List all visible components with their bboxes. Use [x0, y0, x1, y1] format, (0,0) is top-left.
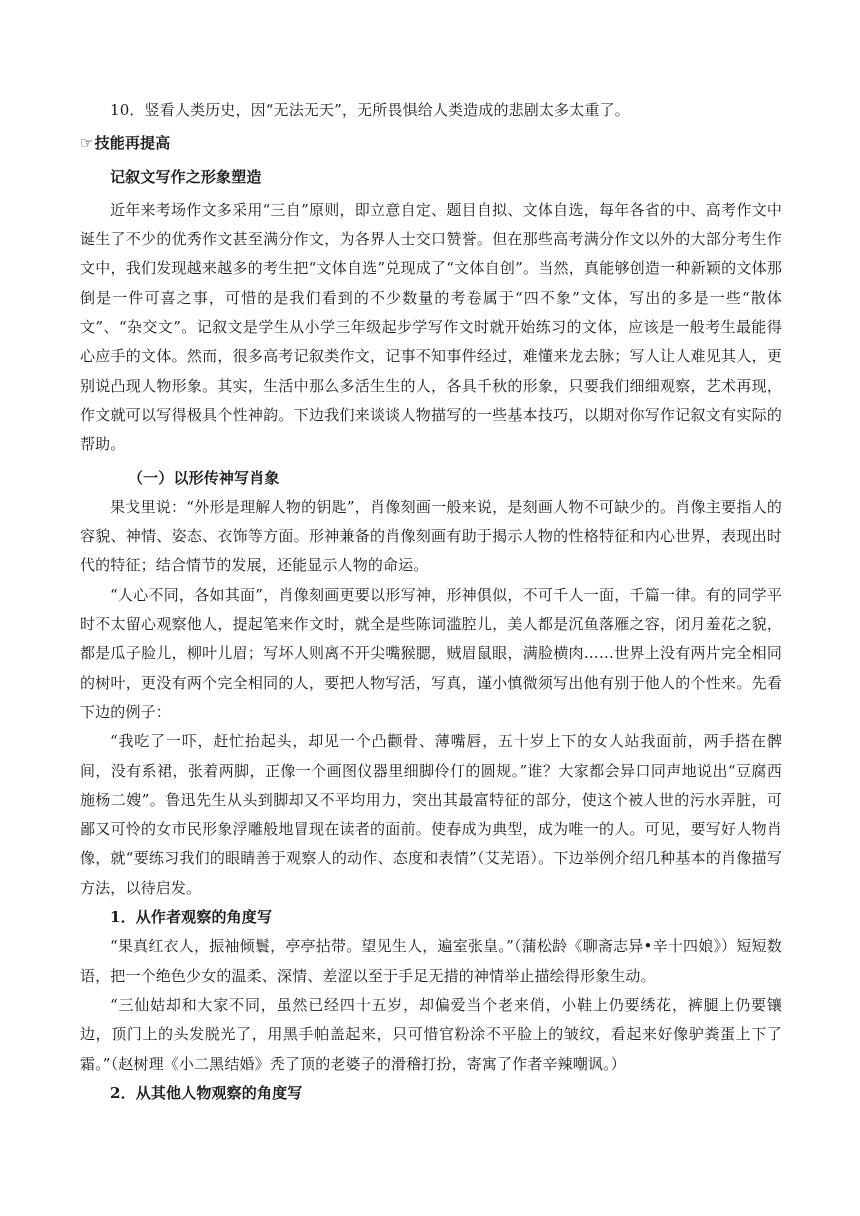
method-heading-2: 2．从其他人物观察的角度写 — [110, 1083, 303, 1102]
paragraph-individuality: “人心不同，各如其面”，肖像刻画更要以形写神，形神俱似，不可千人一面，千篇一律。有的同学平时不太留心观察他人，提起笔来作文时，就全是些陈词滥腔儿，美人都是沉鱼落雁之容，闭月羞花之貌，都是瓜子脸儿，柳叶儿眉；写坏人则离不开尖嘴猴腮，贼眉鼠眼，满脸横肉……世界上没有两片完全相同的树叶，更没有两个完全相同的人，要把人物写活，写真，谨小慎微须写出他有别于他人的个性来。先看下边的例子： — [80, 585, 782, 721]
paragraph-example-luxun: “我吃了一吓，赶忙抬起头，却见一个凸颧骨、薄嘴唇，五十岁上下的女人站我面前，两手搭在髀间，没有系裙，张着两脚，正像一个画图仪器里细脚伶仃的圆规。”谁？大家都会异口同声地说出“豆腐西施杨二嫂”。鲁迅先生从头到脚却又不平均用力，突出其最富特征的部分，使这个被人世的污水弄脏，可鄙又可怜的女市民形象浮雕般地冒现在读者的面前。使春成为典型，成为唯一的人。可见，要写好人物肖像，就“要练习我们的眼睛善于观察人的动作、态度和表情”（艾芜语）。下边举例介绍几种基本的肖像描写方法，以待启发。 — [80, 732, 782, 897]
subheading-portrait: （一）以形传神写肖象 — [128, 468, 280, 487]
article-title: 记叙文写作之形象塑造 — [110, 167, 262, 186]
paragraph-gogol: 果戈里说：“外形是理解人物的钥匙”，肖像刻画一般来说，是刻画人物不可缺少的。肖像主要指人的容貌、神情、姿态、衣饰等方面。形神兼备的肖像刻画有助于揭示人物的性格特征和内心世界，表现出时代的特征；结合情节的发展，还能显示人物的命运。 — [80, 497, 782, 575]
paragraph-intro: 近年来考场作文多采用“三自”原则，即立意自定、题目自拟、文体自选，每年各省的中、高考作文中诞生了不少的优秀作文甚至满分作文，为各界人士交口赞誉。但在那些高考满分作文以外的大部分考生作文中，我们发现越来越多的考生把“文体自选”兑现成了“文体自创”。当然，真能够创造一种新颖的文体那倒是一件可喜之事，可惜的是我们看到的不少数量的考卷属于“四不象”文体，写出的多是一些“散体文”、“杂交文”。记叙文是学生从小学三年级起步学写作文时就开始练习的文体，应该是一般考生最能得心应手的文体。然而，很多高考记叙类作文，记事不知事件经过，难懂来龙去脉；写人让人难见其人，更别说凸现人物形象。其实，生活中那么多活生生的人，各具千秋的形象，只要我们细细观察，艺术再现，作文就可以写得极具个性神韵。下边我们来谈谈人物描写的一些基本技巧，以期对你写作记叙文有实际的帮助。 — [80, 200, 782, 454]
list-item-10: 10．竖看人类历史，因“无法无天”，无所畏惧给人类造成的悲剧太多太重了。 — [110, 101, 630, 119]
paragraph-example-sanxiangu: “三仙姑却和大家不同，虽然已经四十五岁，却偏爱当个老来俏，小鞋上仍要绣花，裤腿上仍要镶边，顶门上的头发脱光了，用黑手帕盖起来，只可惜官粉涂不平脸上的皱纹，看起来好像驴粪蛋上下了霜。”（赵树理《小二黑结婚》秃了顶的老婆子的滑稽打扮，寄寓了作者辛辣嘲讽。） — [80, 995, 782, 1073]
pointing-hand-icon: ☞ — [80, 134, 94, 153]
document-body — [80, 96, 782, 1108]
paragraph-example-liaozhai: “果真红衣人，振袖倾鬟，亭亭拈带。望见生人，遍室张皇。”（蒲松龄《聊斋志异•辛十四娘》）短短数语，把一个绝色少女的温柔、深情、差涩以至于手足无措的神情举止描绘得形象生动。 — [80, 937, 782, 985]
section-heading-text: 技能再提高 — [94, 134, 171, 153]
method-heading-1: 1．从作者观察的角度写 — [110, 908, 273, 927]
section-heading — [80, 129, 782, 158]
